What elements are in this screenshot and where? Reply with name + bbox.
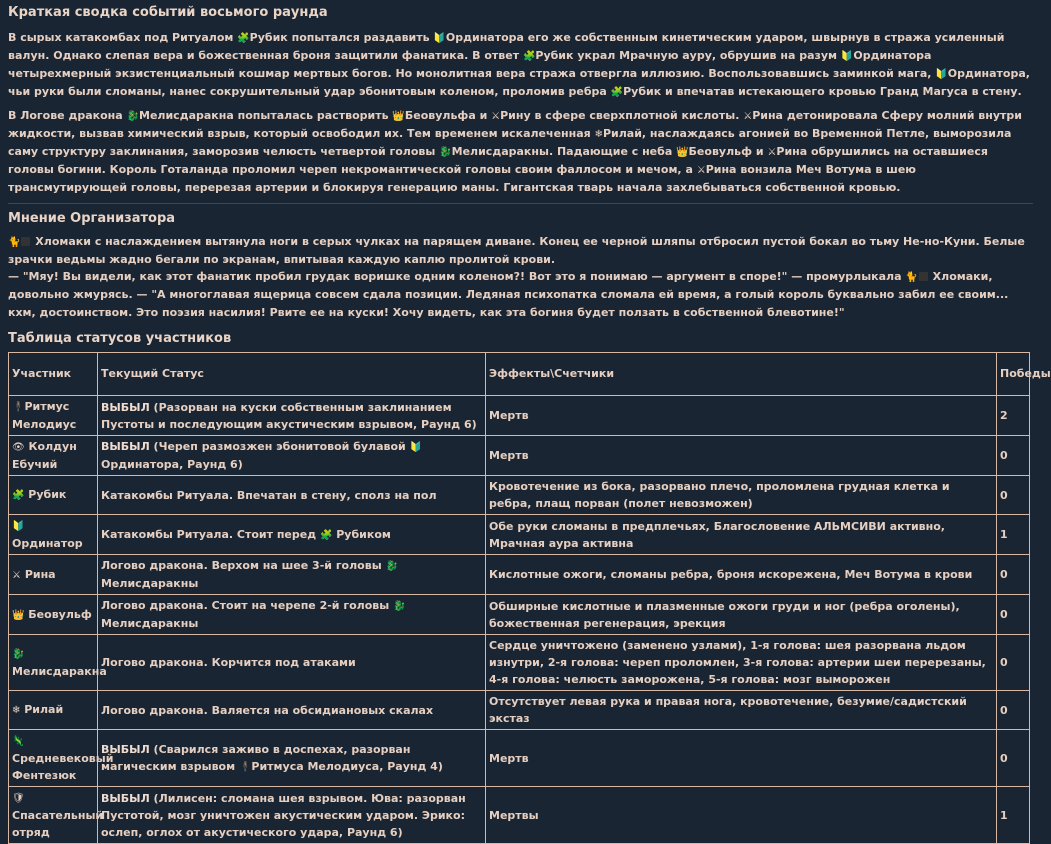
participant-cell: 👁 Колдун Ебучий [9, 436, 98, 476]
status-cell: Логово дракона. Стоит на черепе 2-й головы 🐉 Мелисдаракны [98, 595, 486, 635]
shield-badge-icon: 🔰 [935, 69, 948, 80]
wins-cell: 1 [997, 787, 1030, 844]
wins-cell: 1 [997, 515, 1030, 555]
summary-title: Краткая сводка событий восьмого раунда [8, 5, 328, 20]
table-row [9, 595, 1030, 635]
dragon-icon: 🐉 [12, 649, 25, 661]
summary-paragraph-1: В сырых катакомбах под Ритуалом 🧩Рубик попытался раздавить 🔰Ординатора его же собственным кинетическим ударом, швырнув в стража усиленный валун. Однако слепая вера и божественная броня защитили фанатика. В ответ 🧩Рубик украл Мрачную ауру, обрушив на разум 🔰Ординатора четырехмерный экзистенциальный кошмар мертвых богов. Но монолитная вера стража отвергла иллюзию. Воспользовавшись заминкой мага, 🔰Ординатора, чьи руки были сломаны, нанес сокрушительный удар эбонитовым коленом, проломив ребра 🧩Рубик и впечатав истекающего кровью Гранд Магуса в стену. [8, 31, 1030, 98]
table-row [9, 436, 1030, 476]
table-row [9, 635, 1030, 691]
effects-cell: Отсутствует левая рука и правая нога, кровотечение, безумие/садистский экстаз [486, 691, 997, 730]
header-wins: Победы [997, 353, 1030, 396]
status-cell: Логово дракона. Верхом на шее 3-й головы 🐉 Мелисдаракны [98, 555, 486, 595]
lizard-icon: 🦎 [12, 736, 25, 748]
effects-cell: Мертв [486, 396, 997, 436]
table-row [9, 396, 1030, 436]
organizer-title: Мнение Организатора [8, 210, 176, 226]
shield-badge-icon: 🔰 [12, 521, 25, 533]
crown-icon: 👑 [12, 609, 25, 621]
puzzle-icon: 🧩 [522, 51, 536, 62]
shield-badge-icon: 🔰 [433, 33, 446, 44]
participant-cell: ⚔ Рина [9, 555, 98, 595]
table-row [9, 476, 1030, 515]
dragon-icon: 🐉 [126, 111, 139, 122]
black-square-icon [21, 237, 30, 246]
participant-cell: ❄ Рилай [9, 691, 98, 730]
wins-cell: 0 [997, 730, 1030, 787]
status-table [8, 352, 1051, 844]
organizer-paragraph-1: 🐈 Хломаки с наслаждением вытянула ноги в серых чулках на парящем диване. Конец ее черной шляпы отбросил пустой бокал во тьму Не-но-Куни. Белые зрачки ведьмы жадно бегали по экранам, впитывая каждую каплю пролитой крови. [8, 234, 1025, 266]
snowflake-icon: ❄ [12, 705, 21, 717]
dancer-icon: 🕴 [12, 402, 25, 414]
divider [8, 203, 1033, 204]
participant-cell: 🔰 Ординатор [9, 515, 98, 555]
effects-cell: Мертв [486, 730, 997, 787]
crossed-swords-icon: ⚔ [696, 165, 706, 176]
table-row [9, 691, 1030, 730]
puzzle-icon: 🧩 [12, 490, 25, 502]
cat-icon: 🐈 [8, 236, 21, 248]
header-status: Текущий Статус [98, 353, 486, 396]
table-row [9, 515, 1030, 555]
cat-icon: 🐈 [905, 272, 918, 284]
status-cell: Логово дракона. Корчится под атаками [98, 635, 486, 691]
status-cell: ВЫБЫЛ (Лилисен: сломана шея взрывом. Юва: разорван Пустотой, мозг уничтожен акустическим ударом. Эрико: ослеп, оглох от акустического удара, Раунд 6) [98, 787, 486, 844]
participant-cell: 🕴Ритмус Мелодиус [9, 396, 98, 436]
summary-paragraph-2: В Логове дракона 🐉Мелисдаракна попыталась растворить 👑Беовульфа и ⚔Рину в сфере сверхплотной кислоты. ⚔Рина детонировала Сферу молний внутри жидкости, вызвав химический взрыв, который освободил их. Тем временем искалеченная ❄Рилай, наслаждаясь агонией во Временной Петле, выморозила саму структуру заклинания, заморозив челюсть четвертой головы 🐉Мелисдаракны. Падающие с неба 👑Беовульф и ⚔Рина обрушились на оставшиеся головы богини. Король Готаланда проломил череп некромантической головы своим фаллосом и мечом, а ⚔Рина вонзила Меч Вотума в шею трансмутирующей головы, перерезая артерии и блокируя генерацию маны. Гигантская тварь начала захлебываться собственной кровью. [8, 109, 1022, 194]
participant-cell: 🧩 Рубик [9, 476, 98, 515]
spacer [8, 325, 1033, 326]
crossed-swords-icon: ⚔ [743, 111, 753, 122]
table-row [9, 730, 1030, 787]
effects-cell: Обширные кислотные и плазменные ожоги груди и ног (ребра оголены), божественная регенерация, эрекция [486, 595, 997, 635]
black-square-icon [919, 272, 928, 281]
dragon-icon: 🐉 [385, 561, 398, 573]
status-cell: ВЫБЫЛ (Сварился заживо в доспехах, разорван магическим взрывом 🕴Ритмуса Мелодиуса, Раунд 4) [98, 730, 486, 787]
wins-cell: 0 [997, 635, 1030, 691]
crossed-swords-icon: ⚔ [12, 569, 21, 581]
status-cell: ВЫБЫЛ (Череп размозжен эбонитовой булавой 🔰Ординатора, Раунд 6) [98, 436, 486, 476]
wins-cell: 0 [997, 691, 1030, 730]
dragon-icon: 🐉 [439, 147, 452, 158]
participant-cell: 🛡 Спасательный отряд [9, 787, 98, 844]
participant-cell: 🦎 Средневековый Фентезюк [9, 730, 98, 787]
crown-icon: 👑 [676, 147, 689, 158]
puzzle-icon: 🧩 [610, 87, 624, 98]
table-title: Таблица статусов участников [8, 331, 232, 347]
wins-cell: 0 [997, 436, 1030, 476]
shield-icon: 🛡 [12, 793, 25, 805]
header-participant: Участник [9, 353, 98, 396]
status-cell: Катакомбы Ритуала. Впечатан в стену, сполз на пол [98, 476, 486, 515]
crown-icon: 👑 [392, 111, 405, 122]
effects-cell: Сердце уничтожено (заменено узлами), 1-я голова: шея разорвана льдом изнутри, 2-я голова: череп проломлен, 3-я голова: артерии шеи перерезаны, 4-я голова: челюсть заморожена, 5-я голова: мозг выморожен [486, 635, 997, 691]
status-cell: ВЫБЫЛ (Разорван на куски собственным заклинанием Пустоты и последующим акустическим взрывом, Раунд 6) [98, 396, 486, 436]
dragon-icon: 🐉 [393, 601, 406, 613]
effects-cell: Мертв [486, 436, 997, 476]
effects-cell: Обе руки сломаны в предплечьях, Благословение АЛЬМСИВИ активно, Мрачная аура активна [486, 515, 997, 555]
crossed-swords-icon: ⚔ [767, 147, 777, 158]
table-header-row [9, 353, 1030, 396]
effects-cell: Мертвы [486, 787, 997, 844]
participant-cell: 🐉 Мелисдаракна [9, 635, 98, 691]
table-row [9, 555, 1030, 595]
table-row [9, 787, 1030, 844]
wins-cell: 0 [997, 555, 1030, 595]
snowflake-icon: ❄ [594, 129, 603, 140]
organizer-paragraph-2: — "Мяу! Вы видели, как этот фанатик пробил грудак воришке одним коленом?! Вот это я понимаю — аргумент в споре!" — промурлыкала 🐈 Хломаки, довольно жмурясь. — "А многоглавая ящерица совсем сдала позиции. Ледяная психопатка сломала ей время, а голый король буквально забил ее своим... кхм, достоинством. Это поэзия насилия! Рвите ее на куски! Хочу видеть, как эта богиня будет ползать в собственной блевотине!" [8, 270, 1009, 319]
puzzle-icon: 🧩 [319, 529, 333, 541]
dancer-icon: 🕴 [238, 761, 252, 773]
status-cell: Логово дракона. Валяется на обсидиановых скалах [98, 691, 486, 730]
puzzle-icon: 🧩 [237, 33, 250, 44]
shield-badge-icon: 🔰 [840, 51, 854, 62]
crossed-swords-icon: ⚔ [491, 111, 501, 122]
status-cell: Катакомбы Ритуала. Стоит перед 🧩 Рубиком [98, 515, 486, 555]
wins-cell: 0 [997, 476, 1030, 515]
effects-cell: Кровотечение из бока, разорвано плечо, проломлена грудная клетка и ребра, плащ порван (полет невозможен) [486, 476, 997, 515]
eye-icon: 👁 [12, 442, 25, 454]
effects-cell: Кислотные ожоги, сломаны ребра, броня искорежена, Меч Вотума в крови [486, 555, 997, 595]
participant-cell: 👑 Беовульф [9, 595, 98, 635]
header-effects: Эффекты\Счетчики [486, 353, 997, 396]
wins-cell: 0 [997, 595, 1030, 635]
shield-badge-icon: 🔰 [409, 442, 423, 454]
wins-cell: 2 [997, 396, 1030, 436]
